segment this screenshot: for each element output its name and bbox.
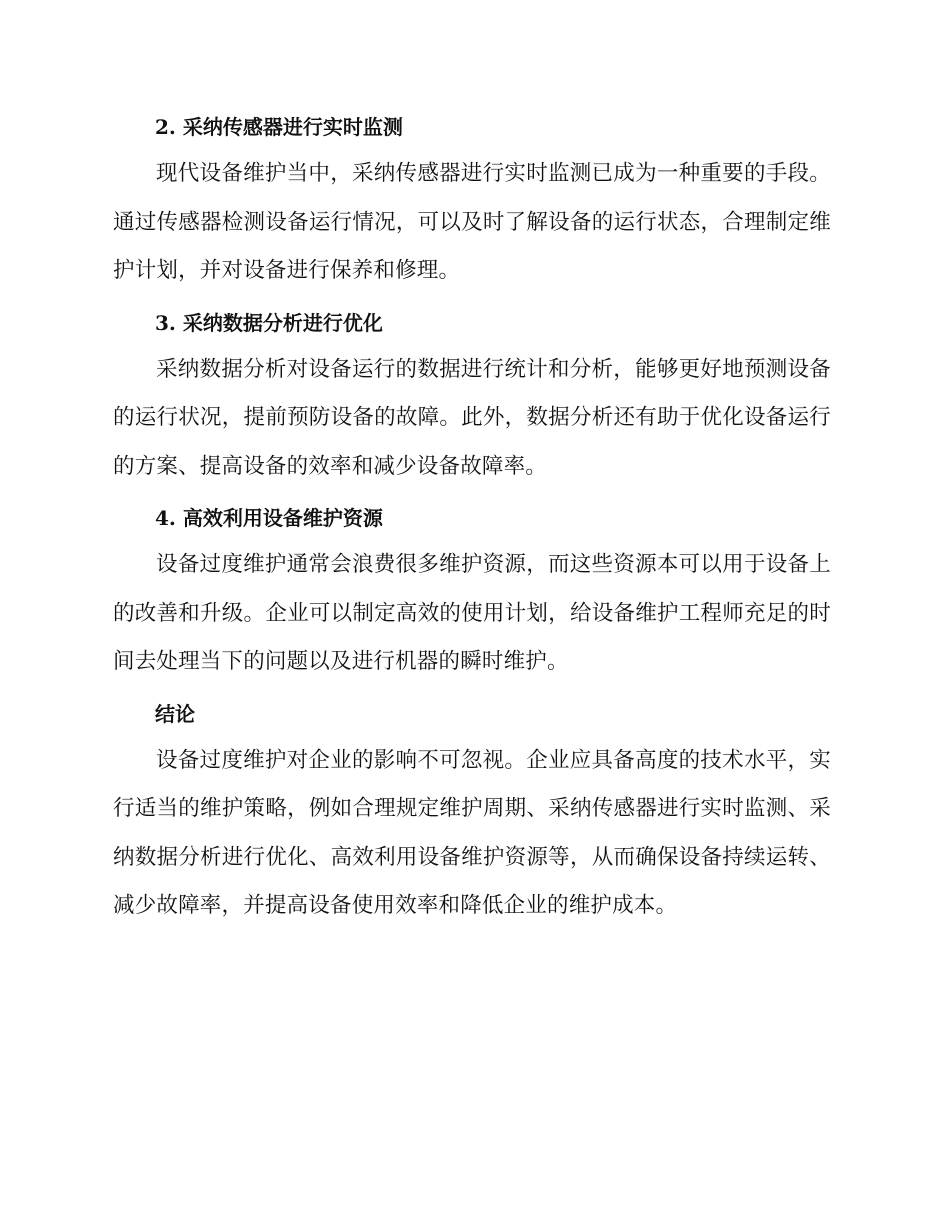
section-paragraph: 设备过度维护对企业的影响不可忽视。企业应具备高度的技术水平，实行适当的维护策略，例如合理规定维护周期、采纳传感器进行实时监测、采纳数据分析进行优化、高效利用设备维护资源等，从而确保设备持续运转、减少故障率，并提高设备使用效率和降低企业的维护成本。 [113, 747, 831, 918]
section-conclusion [113, 691, 831, 931]
section-data-analysis [113, 300, 831, 492]
section-heading: 结论 [155, 701, 195, 726]
section-resources [113, 495, 831, 687]
section-paragraph: 现代设备维护当中，采纳传感器进行实时监测已成为一种重要的手段。通过传感器检测设备运行情况，可以及时了解设备的运行状态，合理制定维护计划，并对设备进行保养和修理。 [113, 161, 831, 283]
section-heading: 4. 高效利用设备维护资源 [155, 506, 383, 530]
section-paragraph: 设备过度维护通常会浪费很多维护资源，而这些资源本可以用于设备上的改善和升级。企业可以制定高效的使用计划，给设备维护工程师充足的时间去处理当下的问题以及进行机器的瞬时维护。 [113, 552, 831, 674]
document-page [113, 104, 831, 935]
section-heading: 2. 采纳传感器进行实时监测 [155, 115, 403, 139]
section-heading: 3. 采纳数据分析进行优化 [155, 310, 383, 335]
section-paragraph: 采纳数据分析对设备运行的数据进行统计和分析，能够更好地预测设备的运行状况，提前预防设备的故障。此外，数据分析还有助于优化设备运行的方案、提高设备的效率和减少设备故障率。 [113, 356, 831, 479]
section-sensors [113, 104, 831, 296]
